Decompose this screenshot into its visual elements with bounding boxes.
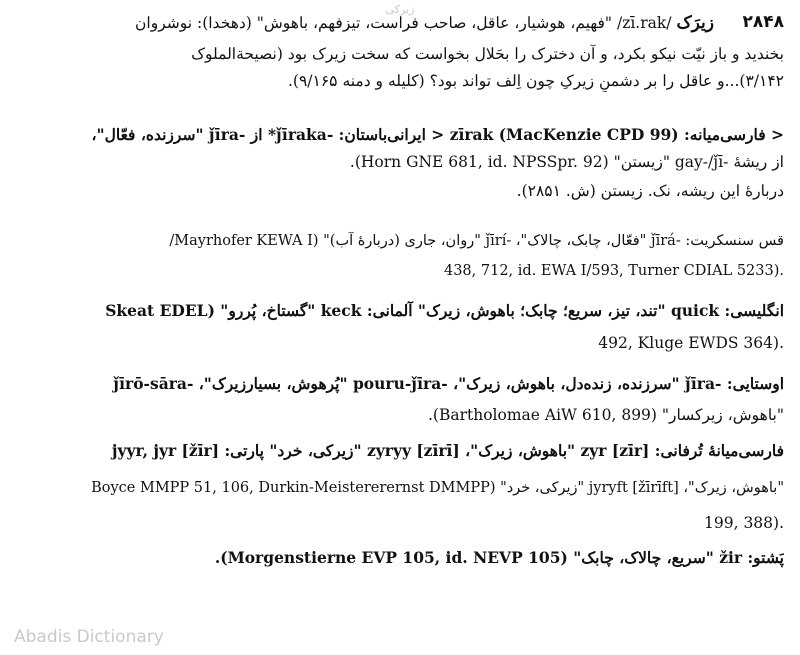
entry-header <box>14 12 784 38</box>
english-line: 492, Kluge EWDS 364). <box>598 334 784 352</box>
sanskrit-line: قس سنسکریت: -ǰīrá "فعّال، چابک، چالاک"، -ǰīrí "روان، جاری (دربارهٔ آب)" (Mayrhofer KEWA I/ <box>169 233 784 249</box>
footer-watermark: Abadis Dictionary <box>14 627 164 647</box>
avestan-line: اوستایی: -ǰīra "سرزنده، زنده‌دل، باهوش، زیرک"، -pouru-ǰīra "پُرهوش، بسیارزیرک"، -ǰīrō-sāra <box>113 374 784 393</box>
definition-line-1: "فهیم، هوشیار، عاقل، صاحب فراست، تیزفهم، باهوش" (دهخدا): نوشروان <box>135 14 613 32</box>
transliteration: /zī.rak/ <box>616 14 672 32</box>
parthian-line: "باهوش، زیرک"، jyryft [žīrīft] "زیرکی، خرد" (Boyce MMPP 51, 106, Durkin-Meistererernst DMMPP <box>91 480 784 496</box>
definition-line-2: بخندید و باز نیّت نیکو بکرد، و آن دخترک را بحَلال بخواست که سخت زیرک بود (نصیحة‌الملوک <box>191 45 784 63</box>
entry-number: ۲۸۴۸ <box>742 12 784 32</box>
avestan-line: "باهوش، زیرکسار" (Bartholomae AiW 610, 899). <box>427 406 784 424</box>
pashto-line: پَشتو: žir "سریع، چالاک، چابک" (Morgenstierne EVP 105, id. NEVP 105). <box>214 548 784 567</box>
entry-header-text <box>14 12 714 34</box>
top-watermark: زیرکی <box>385 3 415 16</box>
parthian-line: فارسی‌میانهٔ تُرفانی: zyr [zīr] "باهوش، زیرک"، zyryy [zīrī] "زیرکی، خرد" پارتی: jyyr, jyr [žīr] <box>111 441 784 460</box>
etymology-line: < فارسی‌میانه: zīrak (MacKenzie CPD 99) < ایرانی‌باستان: -ǰīraka* از -ǰīra "سرزنده، فعّال"، <box>91 125 784 144</box>
english-line: انگلیسی: quick "تند، تیز، سریع؛ چابک؛ باهوش، زیرک" آلمانی: keck "گستاخ، پُررو" (Skeat EDEL <box>105 301 784 320</box>
definition-line-3: ۳/۱۴۲)...و عاقل را بر دشمنِ زیرکِ چون اِلف تواند بود؟ (کلیله و دمنه ۹/۱۶۵). <box>288 72 784 90</box>
parthian-line: 199, 388). <box>704 514 784 532</box>
headword: زیرَک <box>676 13 714 33</box>
etymology-line: دربارهٔ این ریشه، نک. زیستن (ش. ۲۸۵۱). <box>516 182 784 200</box>
etymology-line: از ریشهٔ -gay-/ǰī "زیستن" (Horn GNE 681, id. NPSSpr. 92). <box>349 153 784 171</box>
sanskrit-line: 438, 712, id. EWA I/593, Turner CDIAL 5233). <box>443 263 784 279</box>
